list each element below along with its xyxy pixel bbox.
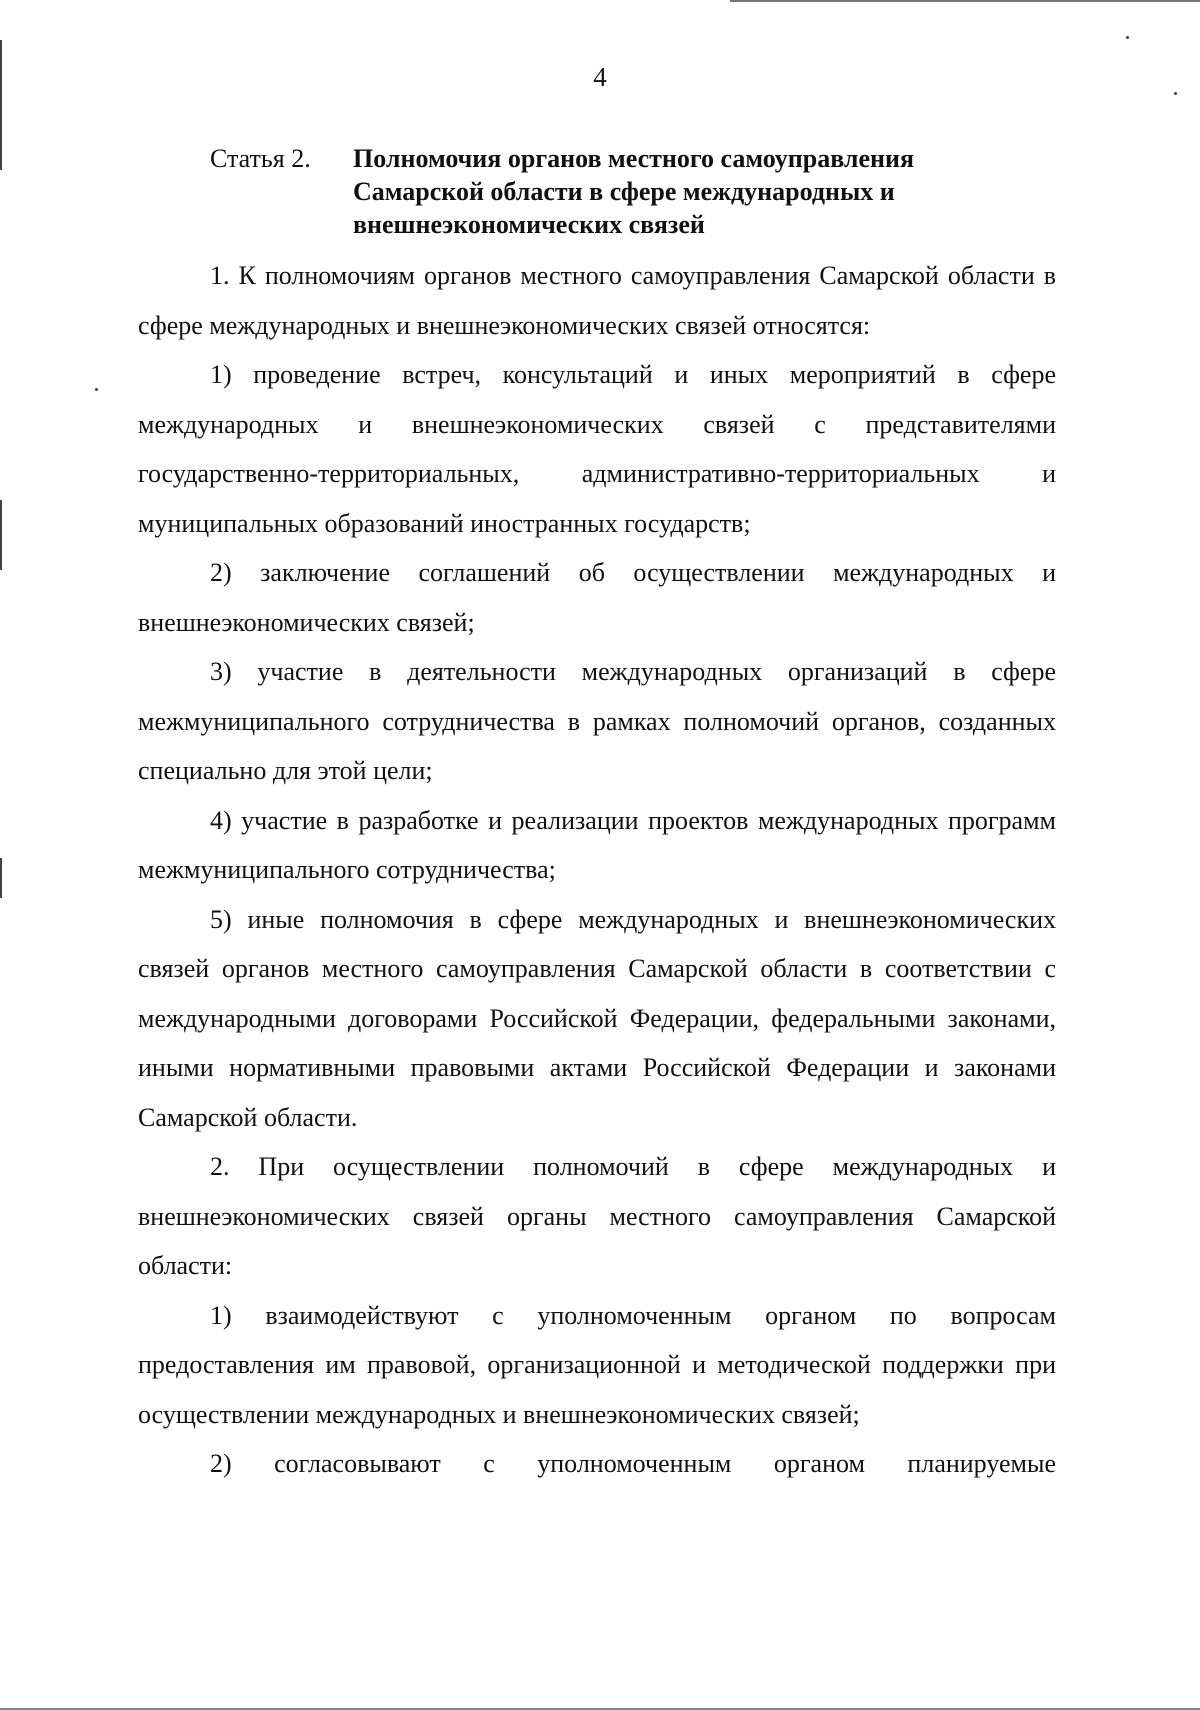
paragraph: 1) взаимодействуют с уполномоченным органом по вопросам предоставления им правовой, организационной и методической поддержки при осуществлении международных и внешнеэкономических связей; bbox=[138, 1300, 1056, 1429]
paragraph: 2. При осуществлении полномочий в сфере международных и внешнеэкономических связей органы местного самоуправления Самарской области: bbox=[138, 1152, 1056, 1280]
scan-speck bbox=[95, 388, 98, 391]
scan-edge-mark bbox=[0, 500, 2, 570]
paragraph: 1. К полномочиям органов местного самоуправления Самарской области в сфере международных и внешнеэкономических связей относятся: bbox=[138, 261, 1056, 340]
page-number: 4 bbox=[593, 62, 607, 92]
article-label: Статья 2. bbox=[210, 144, 311, 173]
paragraph: 4) участие в разработке и реализации проектов международных программ межмуниципального сотрудничества; bbox=[138, 805, 1056, 884]
scan-edge-mark bbox=[0, 40, 2, 170]
paragraph: 5) иные полномочия в сфере международных и внешнеэкономических связей органов местного самоуправления Самарской области в соответствии с международными договорами Российской Федерации, федеральными законами, иными нормативными правовыми актами Российской Федерации и законами Самарской области. bbox=[138, 904, 1056, 1132]
paragraph: 2) заключение соглашений об осуществлении международных и внешнеэкономических связей; bbox=[138, 558, 1056, 637]
article-title: Полномочия органов местного самоуправления Самарской области в сфере международных и внешнеэкономических связей bbox=[353, 144, 915, 239]
article-heading bbox=[210, 142, 1070, 241]
paragraph: 3) участие в деятельности международных организаций в сфере межмуниципального сотрудничества в рамках полномочий органов, созданных специально для этой цели; bbox=[138, 657, 1056, 785]
scan-edge-mark bbox=[0, 858, 2, 898]
paragraph: 1) проведение встреч, консультаций и иных мероприятий в сфере международных и внешнеэкономических связей с представителями государственно-территориальных, административно-территориальных и муниципальных образований иностранных государств; bbox=[138, 360, 1056, 538]
document-body bbox=[138, 251, 1056, 1489]
paragraph: 2) согласовывают с уполномоченным органом планируемые bbox=[210, 1449, 1056, 1478]
scan-speck bbox=[1126, 36, 1129, 39]
scan-edge-mark bbox=[730, 0, 1200, 2]
